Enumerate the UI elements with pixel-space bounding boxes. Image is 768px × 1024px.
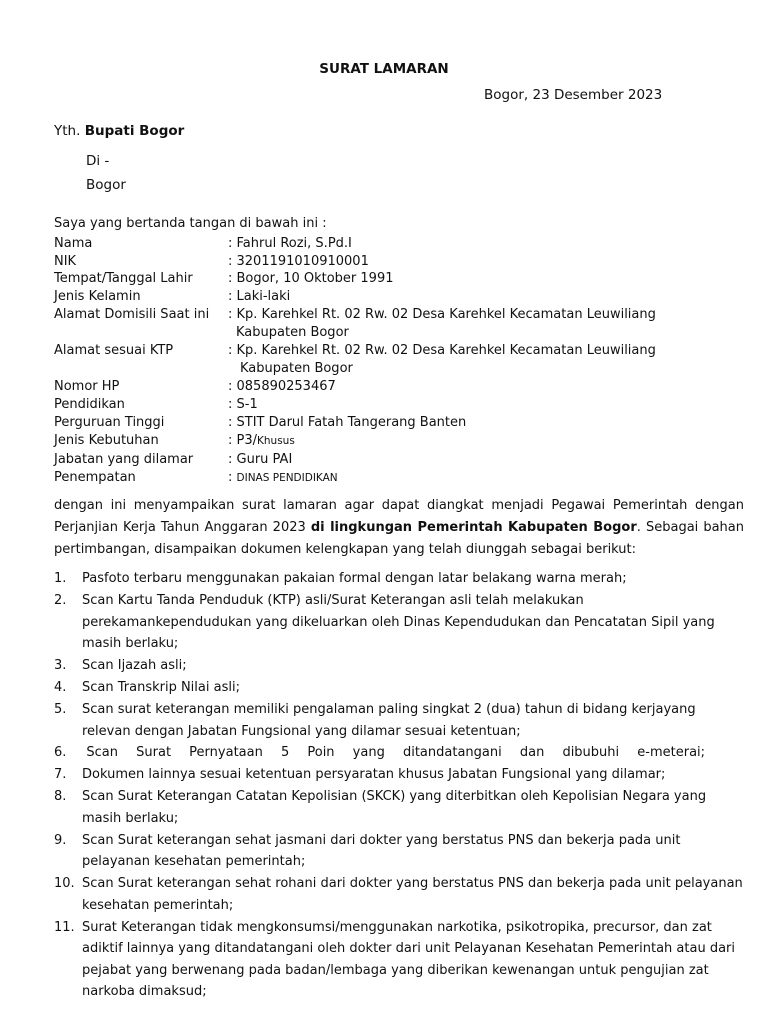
field-value: : Kp. Karehkel Rt. 02 Rw. 02 Desa Karehkel Kecamatan Leuwiliang (228, 343, 656, 358)
place-date: Bogor, 23 Desember 2023 (484, 87, 663, 103)
field-label: Jenis Kelamin (54, 289, 141, 304)
field-label: Perguruan Tinggi (54, 415, 165, 430)
list-item-number: 1. (54, 571, 67, 586)
list-item-body: Scan Surat Pernyataan 5 Poin yang ditandatangani dan dibubuhi e-meterai; (86, 745, 706, 760)
list-item-text: Pasfoto terbaru menggunakan pakaian formal dengan latar belakang warna merah; (82, 571, 627, 586)
list-item (54, 568, 744, 590)
list-item-number: 11. (54, 919, 75, 935)
list-item-text: Scan Ijazah asli; (82, 658, 187, 673)
recipient-name: Bupati Bogor (84, 123, 185, 139)
field-value: : Guru PAI (228, 452, 293, 467)
field-value: : S-1 (228, 397, 258, 412)
list-item (54, 655, 744, 677)
list-item (54, 699, 744, 742)
field-value: : Laki-laki (228, 289, 291, 304)
recipient-line (54, 123, 184, 139)
list-item-number: 8. (54, 789, 67, 804)
field-label: Tempat/Tanggal Lahir (54, 271, 193, 286)
field-label: Penempatan (54, 470, 136, 485)
intro-text: Saya yang bertanda tangan di bawah ini : (54, 216, 327, 231)
field-value: : 3201191010910001 (228, 254, 369, 269)
recipient-prefix: Yth. (54, 123, 81, 139)
list-item-number: 2. (54, 593, 67, 608)
recipient-di: Di - (86, 153, 110, 169)
field-row-jabatan (54, 452, 754, 470)
field-row-nama (54, 236, 754, 254)
field-value: : STIT Darul Fatah Tangerang Banten (228, 415, 467, 430)
field-value-small: Khusus (257, 435, 295, 447)
field-row-pendidikan (54, 397, 754, 415)
list-item (54, 677, 744, 699)
body-paragraph (54, 495, 744, 561)
list-item-number: 5. (54, 702, 67, 717)
field-value-continued: Kabupaten Bogor (240, 361, 353, 376)
list-item-text: Scan Surat Keterangan Catatan Kepolisian (SKCK) yang diterbitkan oleh Kepolisian Negara yang masih berlaku; (82, 789, 707, 826)
field-value-main: : P3/ (228, 433, 258, 448)
field-row-nomor-hp (54, 379, 754, 397)
field-value: : 085890253467 (228, 379, 336, 394)
field-value (228, 470, 338, 485)
list-item-text: Scan Transkrip Nilai asli; (82, 680, 240, 695)
list-item-text: Scan Kartu Tanda Penduduk (KTP) asli/Surat Keterangan asli telah melakukan perekamankependudukan yang dikeluarkan oleh Dinas Kependudukan dan Pencatatan Sipil yang masih berlaku; (82, 593, 715, 651)
list-item-number: 10. (54, 876, 75, 891)
list-item-number: 4. (54, 680, 67, 695)
document-list (54, 568, 744, 1003)
field-value: : Fahrul Rozi, S.Pd.I (228, 236, 352, 251)
list-item (54, 744, 744, 761)
field-row-penempatan (54, 470, 754, 488)
list-item (54, 786, 744, 829)
field-label: Jenis Kebutuhan (54, 433, 159, 448)
field-value-small: DINAS PENDIDIKAN (236, 472, 338, 484)
list-item (54, 917, 744, 1003)
list-item-text: Dokumen lainnya sesuai ketentuan persyaratan khusus Jabatan Fungsional yang dilamar; (82, 767, 666, 782)
field-label: Alamat Domisili Saat ini (54, 307, 210, 322)
list-item-text (54, 744, 744, 761)
list-item-number: 9. (54, 832, 67, 848)
recipient-city: Bogor (86, 177, 126, 193)
list-item-text: Surat Keterangan tidak mengkonsumsi/menggunakan narkotika, psikotropika, precursor, dan zat adiktif lainnya yang ditandatangani oleh dokter dari unit Pelayanan Kesehatan Pemerintah atau dari pejabat yang berwenang pada badan/lembaga yang diberikan kewenangan untuk pengujian zat narkoba dimaksud; (82, 919, 735, 999)
list-item-number: 6. (54, 745, 67, 760)
list-item (54, 873, 744, 916)
list-item (54, 590, 744, 655)
field-label: Pendidikan (54, 397, 125, 412)
field-label: NIK (54, 254, 77, 269)
list-item-number: 7. (54, 767, 67, 782)
field-value-continued: Kabupaten Bogor (236, 325, 349, 340)
field-row-jenis-kelamin (54, 289, 754, 307)
letter-title: SURAT LAMARAN (319, 61, 449, 77)
field-row-alamat-domisili (54, 307, 754, 340)
field-row-jenis-kebutuhan (54, 433, 754, 451)
paragraph-part2: . Sebagai bahan pertimbangan, disampaikan dokumen kelengkapan yang telah diunggah sebagai berikut: (54, 520, 745, 557)
field-label: Nomor HP (54, 379, 120, 394)
field-label: Alamat sesuai KTP (54, 343, 174, 358)
list-item-text: Scan surat keterangan memiliki pengalaman paling singkat 2 (dua) tahun di bidang kerjayang relevan dengan Jabatan Fungsional yang dilamar sesuai ketentuan; (82, 702, 696, 739)
list-item (54, 764, 744, 786)
paragraph-bold: di lingkungan Pemerintah Kabupaten Bogor (310, 520, 637, 535)
list-item-text: Scan Surat keterangan sehat jasmani dari dokter yang berstatus PNS dan bekerja pada unit pelayanan kesehatan pemerintah; (82, 832, 681, 869)
field-row-ttl (54, 271, 754, 289)
list-item-text: Scan Surat keterangan sehat rohani dari dokter yang berstatus PNS dan bekerja pada unit pelayanan kesehatan pemerintah; (82, 876, 743, 913)
field-row-alamat-ktp (54, 343, 754, 376)
field-value: : Bogor, 10 Oktober 1991 (228, 271, 394, 286)
field-row-nik (54, 254, 754, 272)
field-value: : Kp. Karehkel Rt. 02 Rw. 02 Desa Karehkel Kecamatan Leuwiliang (228, 307, 656, 322)
paragraph-part1: dengan ini menyampaikan surat lamaran agar dapat diangkat menjadi Pegawai Pemerintah dengan Perjanjian Kerja Tahun Anggaran 2023 (54, 498, 744, 535)
list-item-number: 3. (54, 658, 67, 673)
field-value-main: : (228, 470, 237, 485)
field-label: Jabatan yang dilamar (54, 452, 194, 467)
list-item (54, 830, 744, 873)
field-row-perguruan-tinggi (54, 415, 754, 433)
field-label: Nama (54, 236, 93, 251)
field-value (228, 433, 295, 448)
